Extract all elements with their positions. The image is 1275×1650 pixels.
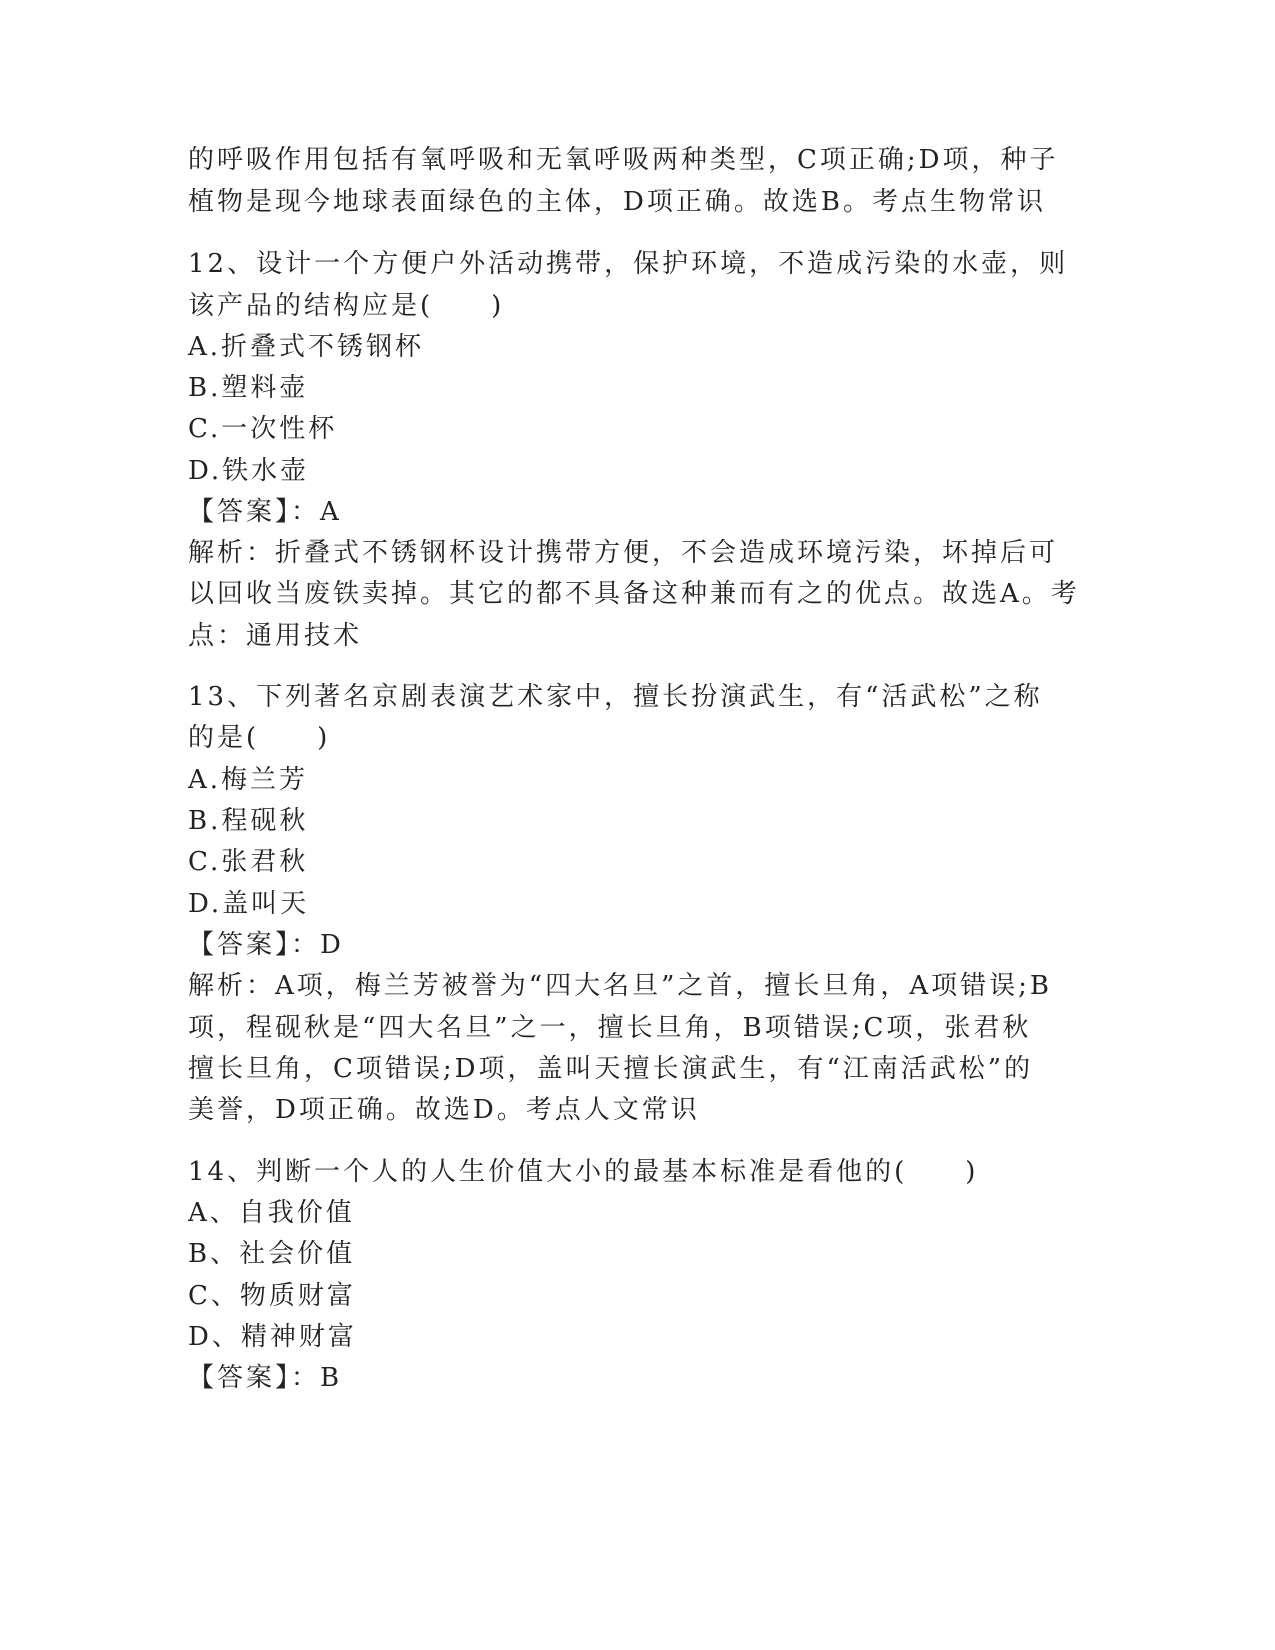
question-14-option-d: D、精神财富 — [188, 1322, 357, 1352]
question-13-option-c: C.张君秋 — [188, 847, 309, 877]
question-12-answer: 【答案】：A — [188, 497, 342, 527]
question-13-analysis-line-2: 项，程砚秋是“四大名旦”之一，擅长旦角，B项错误;C项，张君秋 — [188, 1013, 1032, 1043]
question-14-option-c: C、物质财富 — [188, 1281, 356, 1311]
question-13-analysis-line-3: 擅长旦角，C项错误;D项，盖叫天擅长演武生，有“江南活武松”的 — [188, 1054, 1034, 1084]
question-14-option-a: A、自我价值 — [188, 1198, 355, 1228]
question-14-answer: 【答案】：B — [188, 1363, 343, 1393]
question-12-analysis-line-2: 以回收当废铁卖掉。其它的都不具备这种兼而有之的优点。故选A。考 — [188, 579, 1080, 609]
continuation-line-1: 的呼吸作用包括有氧呼吸和无氧呼吸两种类型，C项正确;D项，种子 — [188, 145, 1059, 175]
question-12-analysis-line-3: 点：通用技术 — [188, 621, 363, 651]
question-13-answer: 【答案】：D — [188, 930, 344, 960]
question-13-analysis-line-4: 美誉，D项正确。故选D。考点人文常识 — [188, 1095, 700, 1125]
question-12-analysis-line-1: 解析：折叠式不锈钢杯设计携带方便，不会造成环境污染，坏掉后可 — [188, 538, 1059, 568]
question-12-option-a: A.折叠式不锈钢杯 — [188, 332, 425, 362]
question-12-option-d: D.铁水壶 — [188, 456, 310, 486]
question-13-analysis-line-1: 解析：A项，梅兰芳被誉为“四大名旦”之首，擅长旦角，A项错误;B — [188, 971, 1053, 1001]
question-13-option-a: A.梅兰芳 — [188, 765, 309, 795]
question-14-option-b: B、社会价值 — [188, 1239, 356, 1269]
question-13-option-d: D.盖叫天 — [188, 889, 310, 919]
question-12-option-b: B.塑料壶 — [188, 373, 309, 403]
question-13-option-b: B.程砚秋 — [188, 806, 309, 836]
question-12-stem-line-1: 12、设计一个方便户外活动携带，保护环境，不造成污染的水壶，则 — [188, 249, 1069, 279]
question-12-stem-line-2: 该产品的结构应是( ) — [188, 291, 505, 321]
continuation-line-2: 植物是现今地球表面绿色的主体，D项正确。故选B。考点生物常识 — [188, 187, 1046, 217]
question-13-stem-line-2: 的是( ) — [188, 723, 331, 753]
question-14-stem-line-1: 14、判断一个人的人生价值大小的最基本标准是看他的( ) — [188, 1157, 979, 1187]
question-12-option-c: C.一次性杯 — [188, 414, 338, 444]
question-13-stem-line-1: 13、下列著名京剧表演艺术家中，擅长扮演武生，有“活武松”之称 — [188, 682, 1043, 712]
